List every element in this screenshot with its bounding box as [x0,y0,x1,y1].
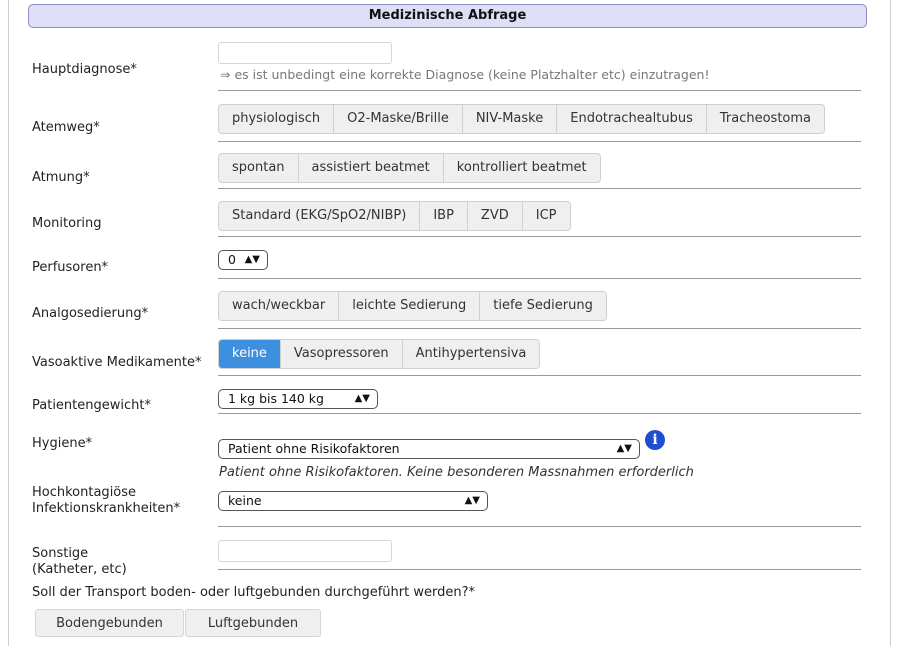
vasoaktive-option-antihypertensiva[interactable]: Antihypertensiva [403,340,540,368]
hygiene-select[interactable] [218,439,640,459]
monitoring-option-standard[interactable]: Standard (EKG/SpO2/NIBP) [219,202,420,230]
monitoring-segmented [218,201,571,231]
vasoaktive-label: Vasoaktive Medikamente* [32,355,202,370]
page-border-right [890,0,891,646]
atmung-label: Atmung* [32,170,90,185]
atemweg-option-tracheostoma[interactable]: Tracheostoma [707,105,824,133]
monitoring-option-zvd[interactable]: ZVD [468,202,523,230]
analgosedierung-option-wach[interactable]: wach/weckbar [219,292,339,320]
perfusoren-select[interactable] [218,250,268,270]
page-border-left [8,0,9,646]
atemweg-segmented [218,104,825,134]
atmung-option-spontan[interactable]: spontan [219,154,299,182]
hauptdiagnose-label: Hauptdiagnose* [32,62,137,77]
divider [218,526,861,527]
monitoring-label: Monitoring [32,216,102,231]
divider [218,328,861,329]
analgosedierung-segmented [218,291,607,321]
atemweg-option-endotrachealtubus[interactable]: Endotrachealtubus [557,105,707,133]
select-arrows-icon: ▲▼ [244,254,260,265]
select-arrows-icon: ▲▼ [464,495,480,506]
divider [218,375,861,376]
hygiene-label: Hygiene* [32,436,93,451]
hochkontagioes-value: keine [228,493,262,508]
section-header: Medizinische Abfrage [28,4,867,28]
select-arrows-icon: ▲▼ [616,443,632,454]
atemweg-option-niv-maske[interactable]: NIV-Maske [463,105,557,133]
hauptdiagnose-input[interactable] [218,42,392,64]
gewicht-select[interactable] [218,389,378,409]
hochkontagioes-label-line1: Hochkontagiöse [32,485,137,500]
monitoring-option-icp[interactable]: ICP [523,202,570,230]
atmung-option-assistiert[interactable]: assistiert beatmet [299,154,444,182]
vasoaktive-option-vasopressoren[interactable]: Vasopressoren [281,340,403,368]
perfusoren-value: 0 [228,252,236,267]
hauptdiagnose-hint: ⇒ es ist unbedingt eine korrekte Diagnose (keine Platzhalter etc) einzutragen! [220,67,710,82]
divider [218,569,861,570]
perfusoren-label: Perfusoren* [32,260,109,275]
transport-question: Soll der Transport boden- oder luftgebunden durchgeführt werden?* [32,585,475,600]
atemweg-option-o2-maske[interactable]: O2-Maske/Brille [334,105,463,133]
monitoring-option-ibp[interactable]: IBP [420,202,468,230]
luftgebunden-button[interactable]: Luftgebunden [185,609,321,637]
atmung-segmented [218,153,601,183]
info-icon[interactable]: i [645,430,665,450]
sonstige-label-line2: (Katheter, etc) [32,562,127,577]
select-arrows-icon: ▲▼ [354,393,370,404]
divider [218,188,861,189]
bodengebunden-button[interactable]: Bodengebunden [35,609,184,637]
analgosedierung-option-leicht[interactable]: leichte Sedierung [339,292,480,320]
vasoaktive-option-keine[interactable]: keine [219,340,281,368]
hygiene-note: Patient ohne Risikofaktoren. Keine besonderen Massnahmen erforderlich [219,465,694,480]
divider [218,141,861,142]
divider [218,278,861,279]
hygiene-value: Patient ohne Risikofaktoren [228,441,400,456]
vasoaktive-segmented [218,339,540,369]
divider [218,90,861,91]
atmung-option-kontrolliert[interactable]: kontrolliert beatmet [444,154,600,182]
gewicht-label: Patientengewicht* [32,398,151,413]
analgosedierung-label: Analgosedierung* [32,306,149,321]
divider [218,236,861,237]
divider [218,413,861,414]
analgosedierung-option-tief[interactable]: tiefe Sedierung [480,292,606,320]
atemweg-label: Atemweg* [32,120,100,135]
gewicht-value: 1 kg bis 140 kg [228,391,324,406]
sonstige-label-line1: Sonstige [32,546,89,561]
atemweg-option-physiologisch[interactable]: physiologisch [219,105,334,133]
hochkontagioes-select[interactable] [218,491,488,511]
sonstige-input[interactable] [218,540,392,562]
hochkontagioes-label-line2: Infektionskrankheiten* [32,501,181,516]
